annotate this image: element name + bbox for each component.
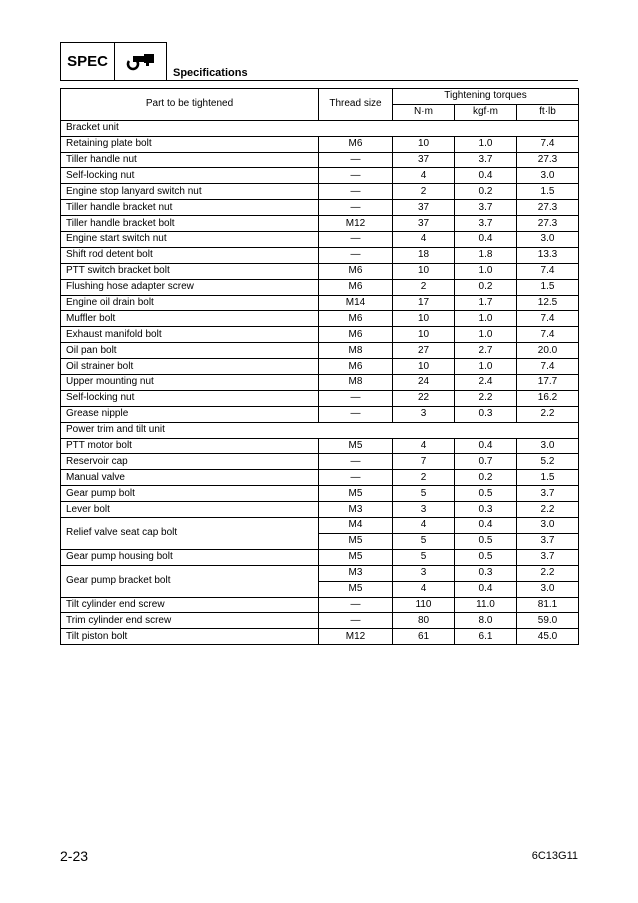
thread-cell: M12 — [319, 629, 393, 645]
table-row — [61, 200, 579, 216]
kgf-cell: 1.0 — [455, 327, 517, 343]
table-row — [61, 502, 579, 518]
kgf-cell: 0.5 — [455, 486, 517, 502]
part-cell: Self-locking nut — [61, 168, 319, 184]
part-cell: Tilt cylinder end screw — [61, 597, 319, 613]
nm-cell: 61 — [393, 629, 455, 645]
table-row — [61, 470, 579, 486]
part-cell: Tilt piston bolt — [61, 629, 319, 645]
ftlb-cell: 16.2 — [517, 390, 579, 406]
thread-cell: M12 — [319, 216, 393, 232]
page-header — [60, 42, 578, 83]
kgf-cell: 0.5 — [455, 549, 517, 565]
kgf-cell: 6.1 — [455, 629, 517, 645]
ftlb-cell: 12.5 — [517, 295, 579, 311]
nm-cell: 4 — [393, 438, 455, 454]
part-cell: Manual valve — [61, 470, 319, 486]
part-cell: Exhaust manifold bolt — [61, 327, 319, 343]
nm-cell: 22 — [393, 390, 455, 406]
table-row — [61, 168, 579, 184]
table-row — [61, 486, 579, 502]
table-row — [61, 438, 579, 454]
ftlb-cell: 27.3 — [517, 216, 579, 232]
kgf-cell: 0.2 — [455, 279, 517, 295]
nm-cell: 4 — [393, 168, 455, 184]
nm-cell: 10 — [393, 311, 455, 327]
nm-cell: 17 — [393, 295, 455, 311]
nm-cell: 7 — [393, 454, 455, 470]
ftlb-cell: 2.2 — [517, 502, 579, 518]
section-title: Bracket unit — [61, 120, 579, 136]
thread-cell: M4 — [319, 518, 393, 534]
part-cell: Reservoir cap — [61, 454, 319, 470]
nm-cell: 10 — [393, 327, 455, 343]
part-cell: Flushing hose adapter screw — [61, 279, 319, 295]
part-cell: Tiller handle nut — [61, 152, 319, 168]
table-row — [61, 295, 579, 311]
part-cell: Retaining plate bolt — [61, 136, 319, 152]
kgf-cell: 0.4 — [455, 438, 517, 454]
ftlb-cell: 3.7 — [517, 533, 579, 549]
nm-cell: 5 — [393, 486, 455, 502]
nm-cell: 37 — [393, 216, 455, 232]
nm-cell: 27 — [393, 343, 455, 359]
ftlb-cell: 3.7 — [517, 486, 579, 502]
table-row — [61, 216, 579, 232]
part-cell: Engine start switch nut — [61, 232, 319, 248]
kgf-cell: 0.4 — [455, 518, 517, 534]
part-cell: PTT switch bracket bolt — [61, 263, 319, 279]
table-row — [61, 184, 579, 200]
thread-cell: M5 — [319, 533, 393, 549]
table-row — [61, 629, 579, 645]
table-row — [61, 152, 579, 168]
nm-cell: 2 — [393, 279, 455, 295]
thread-cell: M6 — [319, 359, 393, 375]
thread-cell: — — [319, 454, 393, 470]
nm-cell: 3 — [393, 406, 455, 422]
ftlb-cell: 7.4 — [517, 136, 579, 152]
table-row — [61, 565, 579, 581]
table-row — [61, 232, 579, 248]
ftlb-cell: 1.5 — [517, 184, 579, 200]
ftlb-cell: 59.0 — [517, 613, 579, 629]
part-cell: Engine oil drain bolt — [61, 295, 319, 311]
part-cell: Gear pump housing bolt — [61, 549, 319, 565]
thread-cell: — — [319, 247, 393, 263]
table-row — [61, 597, 579, 613]
thread-cell: — — [319, 200, 393, 216]
kgf-cell: 11.0 — [455, 597, 517, 613]
thread-cell: — — [319, 232, 393, 248]
thread-cell: M8 — [319, 343, 393, 359]
wrench-icon — [124, 52, 158, 72]
ftlb-cell: 5.2 — [517, 454, 579, 470]
kgf-cell: 0.2 — [455, 184, 517, 200]
part-cell: Engine stop lanyard switch nut — [61, 184, 319, 200]
ftlb-cell: 27.3 — [517, 152, 579, 168]
kgf-cell: 1.0 — [455, 263, 517, 279]
nm-cell: 10 — [393, 136, 455, 152]
table-row — [61, 311, 579, 327]
table-row — [61, 136, 579, 152]
part-cell: Self-locking nut — [61, 390, 319, 406]
ftlb-cell: 45.0 — [517, 629, 579, 645]
ftlb-cell: 7.4 — [517, 311, 579, 327]
nm-cell: 80 — [393, 613, 455, 629]
table-row — [61, 343, 579, 359]
nm-cell: 4 — [393, 518, 455, 534]
kgf-cell: 3.7 — [455, 200, 517, 216]
thread-cell: — — [319, 406, 393, 422]
nm-cell: 5 — [393, 533, 455, 549]
thread-cell: M6 — [319, 136, 393, 152]
table-row — [61, 613, 579, 629]
part-cell: Grease nipple — [61, 406, 319, 422]
kgf-cell: 2.2 — [455, 390, 517, 406]
ftlb-cell: 1.5 — [517, 470, 579, 486]
table-row — [61, 454, 579, 470]
part-cell: Gear pump bracket bolt — [61, 565, 319, 597]
unit-kgf: kgf·m — [455, 104, 517, 120]
part-cell: Trim cylinder end screw — [61, 613, 319, 629]
ftlb-cell: 1.5 — [517, 279, 579, 295]
unit-ftlb: ft·lb — [517, 104, 579, 120]
nm-cell: 3 — [393, 565, 455, 581]
ftlb-cell: 20.0 — [517, 343, 579, 359]
table-row — [61, 247, 579, 263]
table-row — [61, 549, 579, 565]
ftlb-cell: 3.0 — [517, 438, 579, 454]
table-body — [61, 120, 579, 644]
nm-cell: 110 — [393, 597, 455, 613]
table-row — [61, 518, 579, 534]
table-row — [61, 263, 579, 279]
part-cell: Tiller handle bracket nut — [61, 200, 319, 216]
kgf-cell: 8.0 — [455, 613, 517, 629]
kgf-cell: 3.7 — [455, 152, 517, 168]
kgf-cell: 0.3 — [455, 502, 517, 518]
ftlb-cell: 3.7 — [517, 549, 579, 565]
table-row — [61, 390, 579, 406]
kgf-cell: 0.4 — [455, 168, 517, 184]
spec-icon-box — [115, 42, 167, 81]
nm-cell: 2 — [393, 470, 455, 486]
thread-cell: — — [319, 184, 393, 200]
torque-table — [60, 88, 579, 645]
ftlb-cell: 3.0 — [517, 168, 579, 184]
nm-cell: 5 — [393, 549, 455, 565]
table-row — [61, 327, 579, 343]
unit-nm: N·m — [393, 104, 455, 120]
spec-label: SPEC — [60, 42, 115, 81]
nm-cell: 3 — [393, 502, 455, 518]
part-cell: Shift rod detent bolt — [61, 247, 319, 263]
kgf-cell: 0.7 — [455, 454, 517, 470]
kgf-cell: 1.0 — [455, 359, 517, 375]
kgf-cell: 1.7 — [455, 295, 517, 311]
doc-code: 6C13G11 — [531, 850, 578, 862]
ftlb-cell: 7.4 — [517, 327, 579, 343]
thread-cell: M6 — [319, 263, 393, 279]
kgf-cell: 2.7 — [455, 343, 517, 359]
table-row — [61, 359, 579, 375]
thread-cell: M6 — [319, 279, 393, 295]
ftlb-cell: 7.4 — [517, 263, 579, 279]
thread-cell: M8 — [319, 375, 393, 391]
thread-cell: M5 — [319, 581, 393, 597]
table-row — [61, 375, 579, 391]
part-cell: Gear pump bolt — [61, 486, 319, 502]
section-title: Power trim and tilt unit — [61, 422, 579, 438]
thread-cell: M5 — [319, 486, 393, 502]
page-number: 2-23 — [60, 848, 89, 864]
ftlb-cell: 3.0 — [517, 581, 579, 597]
nm-cell: 37 — [393, 200, 455, 216]
kgf-cell: 1.0 — [455, 311, 517, 327]
thread-cell: — — [319, 613, 393, 629]
kgf-cell: 0.4 — [455, 581, 517, 597]
kgf-cell: 0.3 — [455, 565, 517, 581]
nm-cell: 4 — [393, 232, 455, 248]
col-header-torque: Tightening torques — [393, 89, 579, 105]
col-header-thread: Thread size — [319, 89, 393, 121]
thread-cell: — — [319, 390, 393, 406]
nm-cell: 24 — [393, 375, 455, 391]
page-title: Specifications — [173, 67, 248, 79]
nm-cell: 10 — [393, 359, 455, 375]
table-row — [61, 406, 579, 422]
kgf-cell: 0.4 — [455, 232, 517, 248]
thread-cell: M5 — [319, 549, 393, 565]
part-cell: PTT motor bolt — [61, 438, 319, 454]
kgf-cell: 2.4 — [455, 375, 517, 391]
nm-cell: 18 — [393, 247, 455, 263]
part-cell: Oil strainer bolt — [61, 359, 319, 375]
kgf-cell: 3.7 — [455, 216, 517, 232]
part-cell: Oil pan bolt — [61, 343, 319, 359]
part-cell: Lever bolt — [61, 502, 319, 518]
part-cell: Upper mounting nut — [61, 375, 319, 391]
thread-cell: — — [319, 470, 393, 486]
ftlb-cell: 3.0 — [517, 518, 579, 534]
ftlb-cell: 3.0 — [517, 232, 579, 248]
table-row — [61, 279, 579, 295]
thread-cell: M3 — [319, 502, 393, 518]
ftlb-cell: 81.1 — [517, 597, 579, 613]
nm-cell: 10 — [393, 263, 455, 279]
ftlb-cell: 2.2 — [517, 565, 579, 581]
nm-cell: 37 — [393, 152, 455, 168]
col-header-part: Part to be tightened — [61, 89, 319, 121]
kgf-cell: 0.3 — [455, 406, 517, 422]
section-row — [61, 422, 579, 438]
thread-cell: — — [319, 152, 393, 168]
part-cell: Relief valve seat cap bolt — [61, 518, 319, 550]
nm-cell: 2 — [393, 184, 455, 200]
ftlb-cell: 27.3 — [517, 200, 579, 216]
ftlb-cell: 7.4 — [517, 359, 579, 375]
part-cell: Tiller handle bracket bolt — [61, 216, 319, 232]
kgf-cell: 1.0 — [455, 136, 517, 152]
thread-cell: M3 — [319, 565, 393, 581]
part-cell: Muffler bolt — [61, 311, 319, 327]
thread-cell: M5 — [319, 438, 393, 454]
thread-cell: M6 — [319, 327, 393, 343]
ftlb-cell: 13.3 — [517, 247, 579, 263]
nm-cell: 4 — [393, 581, 455, 597]
section-row — [61, 120, 579, 136]
thread-cell: M6 — [319, 311, 393, 327]
thread-cell: — — [319, 597, 393, 613]
thread-cell: M14 — [319, 295, 393, 311]
thread-cell: — — [319, 168, 393, 184]
kgf-cell: 1.8 — [455, 247, 517, 263]
kgf-cell: 0.2 — [455, 470, 517, 486]
header-rule — [60, 80, 578, 81]
kgf-cell: 0.5 — [455, 533, 517, 549]
ftlb-cell: 17.7 — [517, 375, 579, 391]
ftlb-cell: 2.2 — [517, 406, 579, 422]
